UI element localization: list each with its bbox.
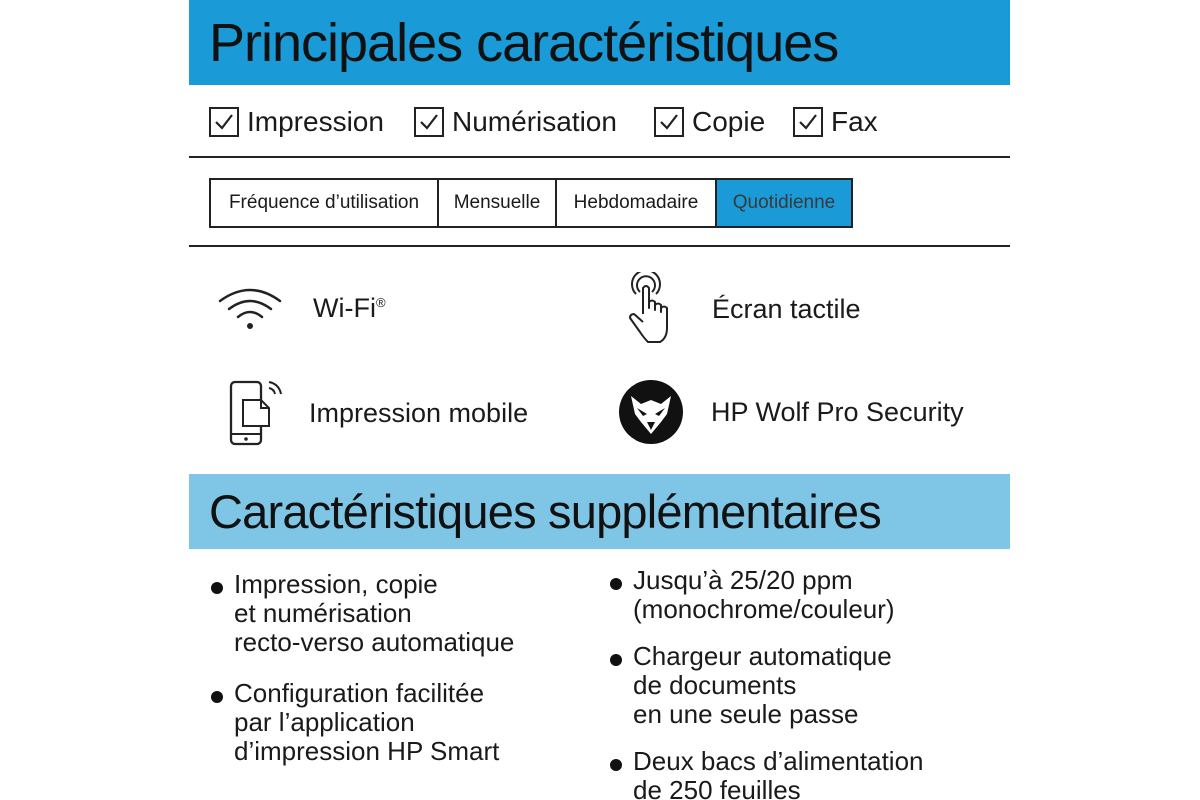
extra-feature-line: Configuration facilitée <box>234 678 485 708</box>
extra-feature-item <box>608 642 924 729</box>
extra-feature-line: Deux bacs d’alimentation <box>633 746 924 776</box>
extra-features-header <box>189 474 1010 549</box>
wifi-icon <box>217 285 283 331</box>
bullet-dot-icon <box>610 654 622 666</box>
extra-feature-item <box>209 570 514 657</box>
bullet-dot-icon <box>610 578 622 590</box>
feature-label: Wi-Fi® <box>313 292 386 323</box>
checkbox-checked-icon <box>414 107 444 137</box>
bullet-dot-icon <box>610 759 622 771</box>
extra-feature-line: en une seule passe <box>633 699 859 729</box>
divider <box>189 156 1010 158</box>
hp-wolf-security-icon <box>617 378 685 446</box>
mobile-print-icon <box>229 378 285 448</box>
extra-feature-item <box>608 747 924 800</box>
function-label: Fax <box>831 106 878 137</box>
function-fax <box>793 100 878 144</box>
extra-feature-line: Jusqu’à 25/20 ppm <box>633 565 853 595</box>
extra-feature-line: d’impression HP Smart <box>234 736 500 766</box>
feature-label: HP Wolf Pro Security <box>711 396 964 427</box>
extra-feature-item <box>608 566 924 624</box>
function-scan <box>414 100 617 144</box>
extra-features-title: Caractéristiques supplémentaires <box>209 485 881 538</box>
extra-feature-line: recto-verso automatique <box>234 627 515 657</box>
bullet-dot-icon <box>211 582 223 594</box>
bullet-dot-icon <box>211 691 223 703</box>
feature-label: Impression mobile <box>309 397 529 428</box>
usage-frequency-daily-selected: Quotidienne <box>717 180 851 226</box>
checkbox-checked-icon <box>654 107 684 137</box>
usage-frequency-label: Fréquence d’utilisation <box>211 180 439 226</box>
registered-mark: ® <box>375 294 386 310</box>
features-panel <box>189 0 1010 800</box>
main-features-title: Principales caractéristiques <box>209 13 839 73</box>
divider <box>189 245 1010 247</box>
extra-feature-item <box>209 679 514 766</box>
extra-feature-line: Chargeur automatique <box>633 641 892 671</box>
extra-feature-line: (monochrome/couleur) <box>633 594 895 624</box>
function-print <box>209 100 384 144</box>
feature-mobile-print <box>229 378 528 448</box>
function-checklist <box>209 100 989 144</box>
usage-frequency-monthly: Mensuelle <box>439 180 557 226</box>
extra-features-right-list <box>608 566 924 800</box>
function-label: Copie <box>692 106 766 137</box>
extra-feature-line: par l’application <box>234 707 415 737</box>
extra-features-left-list <box>209 570 514 788</box>
usage-frequency-weekly: Hebdomadaire <box>557 180 717 226</box>
feature-touch-screen <box>622 272 861 346</box>
extra-feature-line: de 250 feuilles <box>633 775 801 800</box>
function-label: Impression <box>247 106 384 137</box>
feature-hp-wolf-security <box>617 378 964 446</box>
function-copy <box>654 100 765 144</box>
usage-frequency-table <box>209 178 853 228</box>
feature-wifi <box>217 285 386 331</box>
function-label: Numérisation <box>452 106 617 137</box>
touch-screen-icon <box>622 272 682 346</box>
extra-feature-line: et numérisation <box>234 598 412 628</box>
extra-feature-line: de documents <box>633 670 797 700</box>
checkbox-checked-icon <box>793 107 823 137</box>
feature-label: Écran tactile <box>712 293 861 324</box>
checkbox-checked-icon <box>209 107 239 137</box>
extra-feature-line: Impression, copie <box>234 569 438 599</box>
main-features-header <box>189 0 1010 85</box>
